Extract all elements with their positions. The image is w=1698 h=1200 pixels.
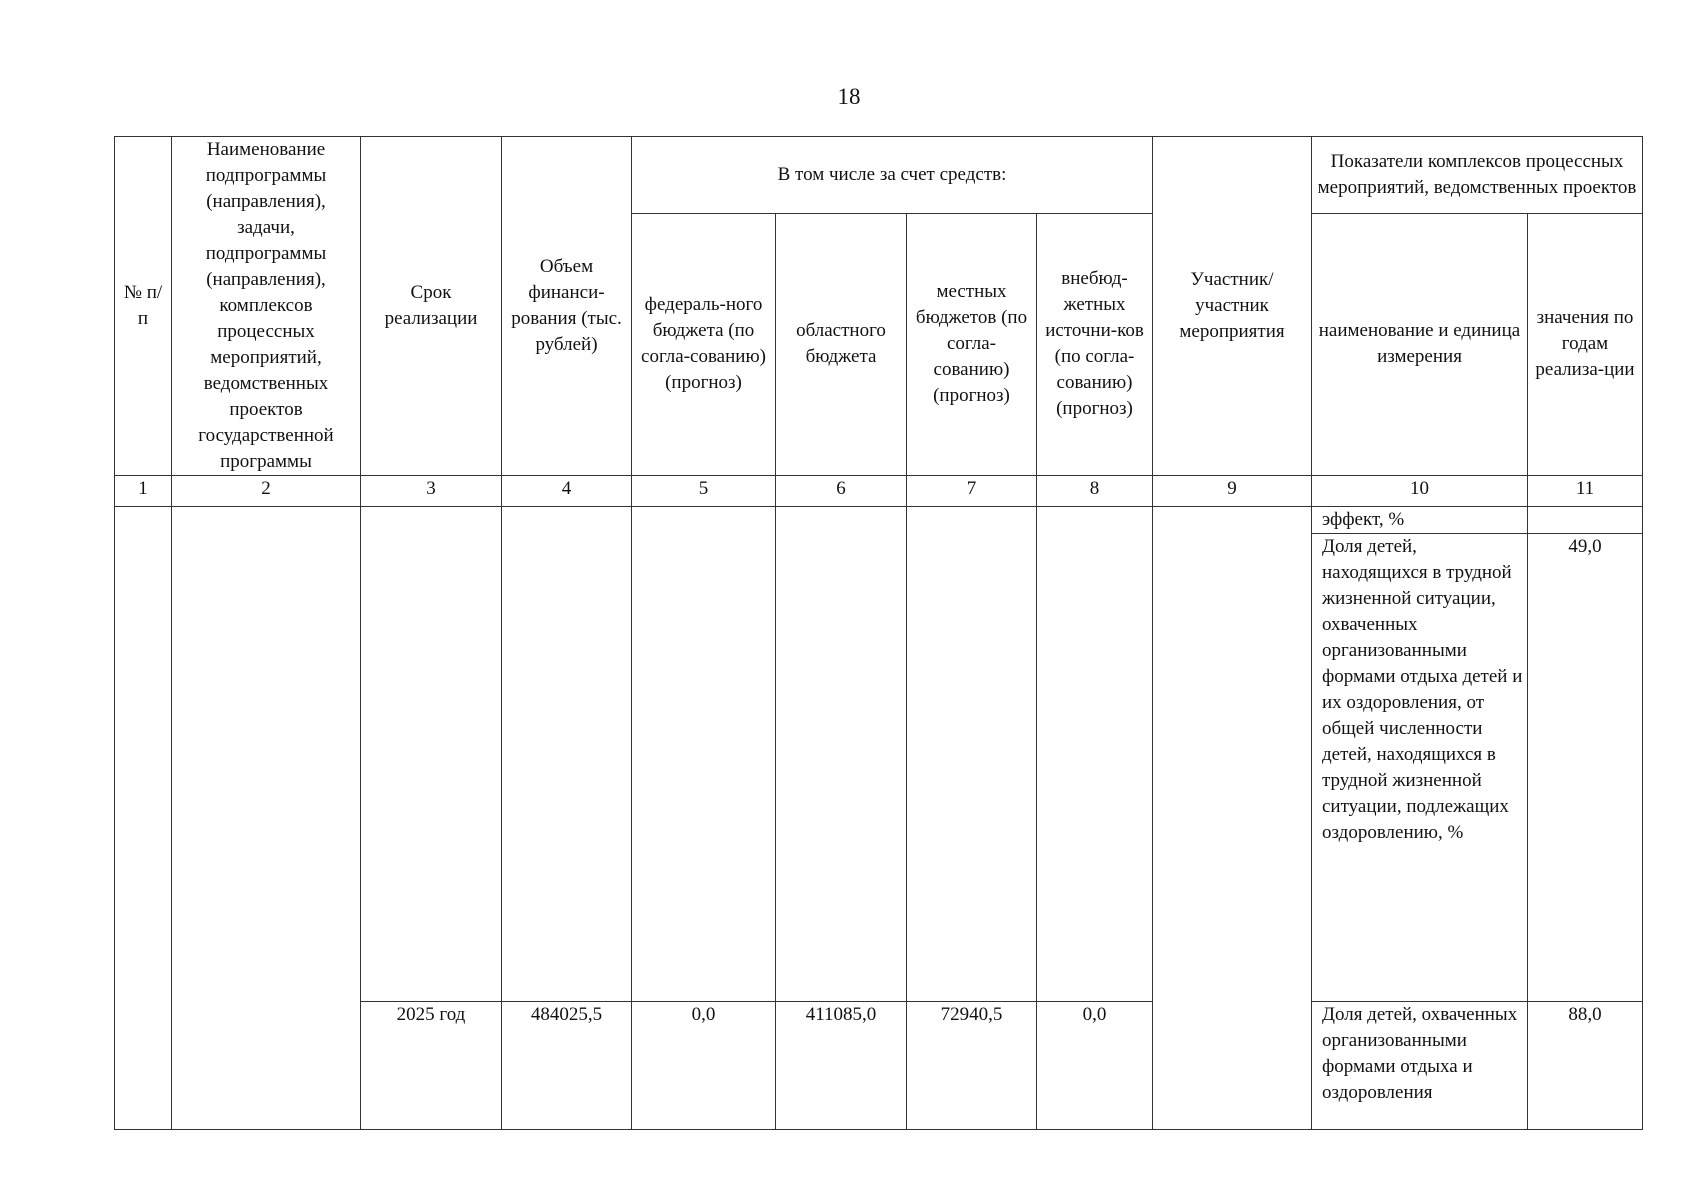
cell-volume: 484025,5	[502, 1002, 632, 1130]
indicator-value: 88,0	[1528, 1002, 1643, 1130]
header-volume: Объем финанси-рования (тыс. рублей)	[502, 137, 632, 476]
header-indicator-values: значения по годам реализа-ции	[1528, 213, 1643, 475]
header-term: Срок реализации	[361, 137, 502, 476]
cell-extra	[1037, 507, 1153, 1002]
cell-participant	[1153, 507, 1312, 1130]
header-extra: внебюд-жетных источни-ков (по согла-сованию) (прогноз)	[1037, 213, 1153, 475]
column-number: 4	[502, 476, 632, 507]
column-number: 10	[1312, 476, 1528, 507]
cell-extra: 0,0	[1037, 1002, 1153, 1130]
indicator-name: Доля детей, находящихся в трудной жизненной ситуации, охваченных организованными формами отдыха детей и их оздоровления, от общей численности детей, находящихся в трудной жизненной ситуации, подлежащих оздоровлению, %	[1312, 534, 1528, 1002]
indicator-name: эффект, %	[1312, 507, 1528, 534]
column-number: 11	[1528, 476, 1643, 507]
header-federal: федераль-ного бюджета (по согла-сованию) (прогноз)	[632, 213, 776, 475]
cell-regional	[776, 507, 907, 1002]
table-row	[115, 507, 1643, 534]
column-number-row	[115, 476, 1643, 507]
header-local: местных бюджетов (по согла-сованию) (прогноз)	[907, 213, 1037, 475]
cell-federal: 0,0	[632, 1002, 776, 1130]
cell-term: 2025 год	[361, 1002, 502, 1130]
cell-term	[361, 507, 502, 1002]
indicator-name: Доля детей, охваченных организованными формами отдыха и оздоровления	[1312, 1002, 1528, 1130]
column-number: 1	[115, 476, 172, 507]
page-number: 18	[837, 84, 861, 109]
column-number: 3	[361, 476, 502, 507]
indicator-value: 49,0	[1528, 534, 1643, 1002]
header-funding-group: В том числе за счет средств:	[632, 137, 1153, 214]
column-number: 2	[172, 476, 361, 507]
cell-federal	[632, 507, 776, 1002]
header-participant: Участник/ участник мероприятия	[1153, 137, 1312, 476]
cell-name	[172, 507, 361, 1130]
cell-local: 72940,5	[907, 1002, 1037, 1130]
cell-number	[115, 507, 172, 1130]
column-number: 7	[907, 476, 1037, 507]
header-indicators-group: Показатели комплексов процессных мероприятий, ведомственных проектов	[1312, 137, 1643, 214]
column-number: 5	[632, 476, 776, 507]
header-number: № п/п	[115, 137, 172, 476]
cell-volume	[502, 507, 632, 1002]
header-regional: областного бюджета	[776, 213, 907, 475]
header-name: Наименование подпрограммы (направления), задачи, подпрограммы (направления), комплексов процессных мероприятий, ведомственных проектов государственной программы	[172, 137, 361, 476]
cell-regional: 411085,0	[776, 1002, 907, 1130]
header-indicator-name: наименование и единица измерения	[1312, 213, 1528, 475]
indicator-value	[1528, 507, 1643, 534]
column-number: 8	[1037, 476, 1153, 507]
column-number: 6	[776, 476, 907, 507]
column-number: 9	[1153, 476, 1312, 507]
program-table	[114, 136, 1643, 1130]
cell-local	[907, 507, 1037, 1002]
